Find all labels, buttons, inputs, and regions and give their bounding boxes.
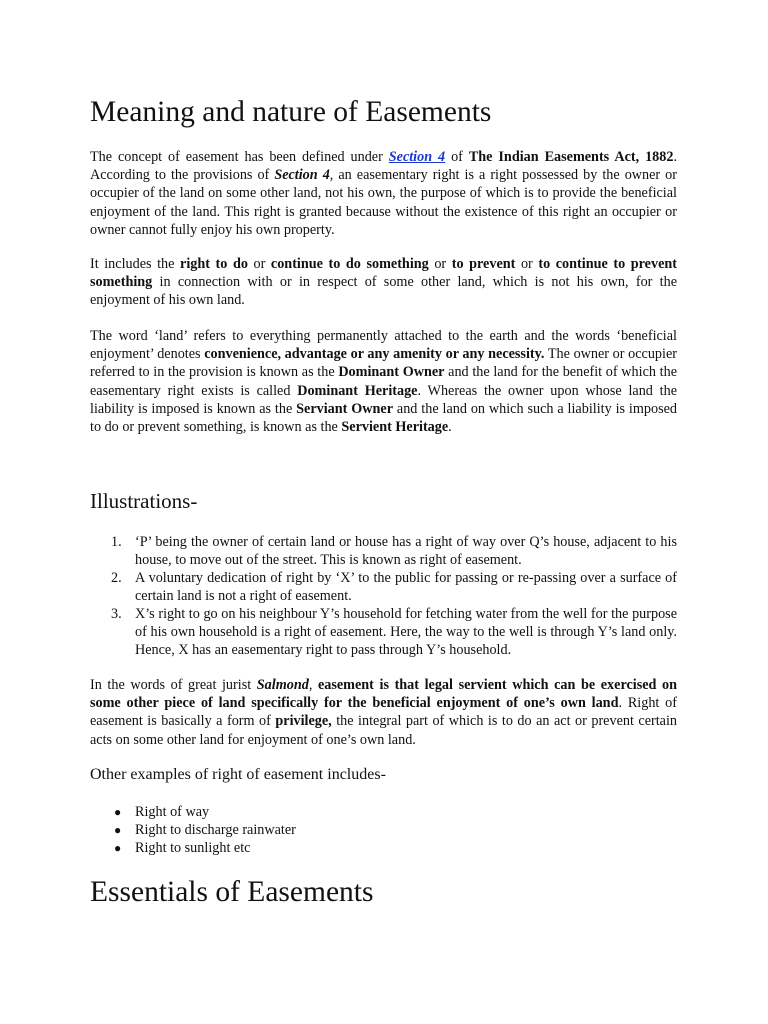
heading-meaning: Meaning and nature of Easements — [90, 96, 492, 128]
examples-list — [90, 803, 296, 857]
act-name: The Indian Easements Act, 1882 — [468, 149, 674, 165]
paragraph-land-meaning: The word ‘land’ refers to everything permanently attached to the earth and the words ‘beneficial enjoyment’ denotes convenience, advantage or any amenity or any necessity. The owner or occupier referred to in the provision is known as the Dominant Owner and the land for the benefit of which the easementary right exists is called Dominant Heritage. Whereas the owner upon whose land the liability is imposed is known as the Serviant Owner and the land on which such a liability is imposed to do or prevent something, is known as the Servient Heritage. — [90, 328, 677, 436]
heading-illustrations: Illustrations- — [90, 489, 198, 513]
list-item: ● Right of way — [114, 804, 210, 820]
list-item: 2. A voluntary dedication of right by ‘X’ to the public for passing or re-passing over a surface of certain land is not a right of easement. — [111, 570, 677, 604]
list-item: ● Right to sunlight etc — [114, 840, 251, 856]
other-examples-label: Other examples of right of easement includes- — [90, 766, 386, 783]
jurist-name: Salmond — [256, 677, 309, 693]
bullet-icon: ● — [114, 841, 122, 855]
illustrations-list — [90, 533, 677, 659]
paragraph-definition: The concept of easement has been defined under Section 4 of The Indian Easements Act, 1882. According to the provisions of Section 4, an easementary right is a right possessed by the owner or occupier of the land on some other land, not his own, the purpose of which is to provide the beneficial enjoyment of the land. This right is granted because without the existence of this right an occupier or owner cannot fully enjoy his own property. — [90, 149, 678, 238]
section-4-link[interactable]: Section 4 — [388, 149, 446, 165]
list-item: 3. X’s right to go on his neighbour Y’s household for fetching water from the well for the purpose of his own household is a right of easement. Here, the way to the well is through Y’s land only. Hence, X has an easementary right to pass through Y’s household. — [111, 606, 677, 658]
heading-essentials: Essentials of Easements — [90, 876, 374, 908]
list-item: 1. ‘P’ being the owner of certain land or house has a right of way over Q’s house, adjacent to his house, to move out of the street. This is known as right of easement. — [111, 534, 677, 568]
bullet-icon: ● — [114, 805, 122, 819]
bullet-icon: ● — [114, 823, 122, 837]
list-item: ● Right to discharge rainwater — [114, 822, 296, 838]
paragraph-includes: It includes the right to do or continue to do something or to prevent or to continue to prevent something in connection with or in respect of some other land, which is not his own, for the enjoyment of his own land. — [90, 256, 677, 309]
paragraph-salmond: In the words of great jurist Salmond, easement is that legal servient which can be exercised on some other piece of land specifically for the beneficial enjoyment of one’s own land. Right of easement is basically a form of privilege, the integral part of which is to do an act or prevent certain acts on some other land for enjoyment of one’s own land. — [90, 677, 678, 748]
